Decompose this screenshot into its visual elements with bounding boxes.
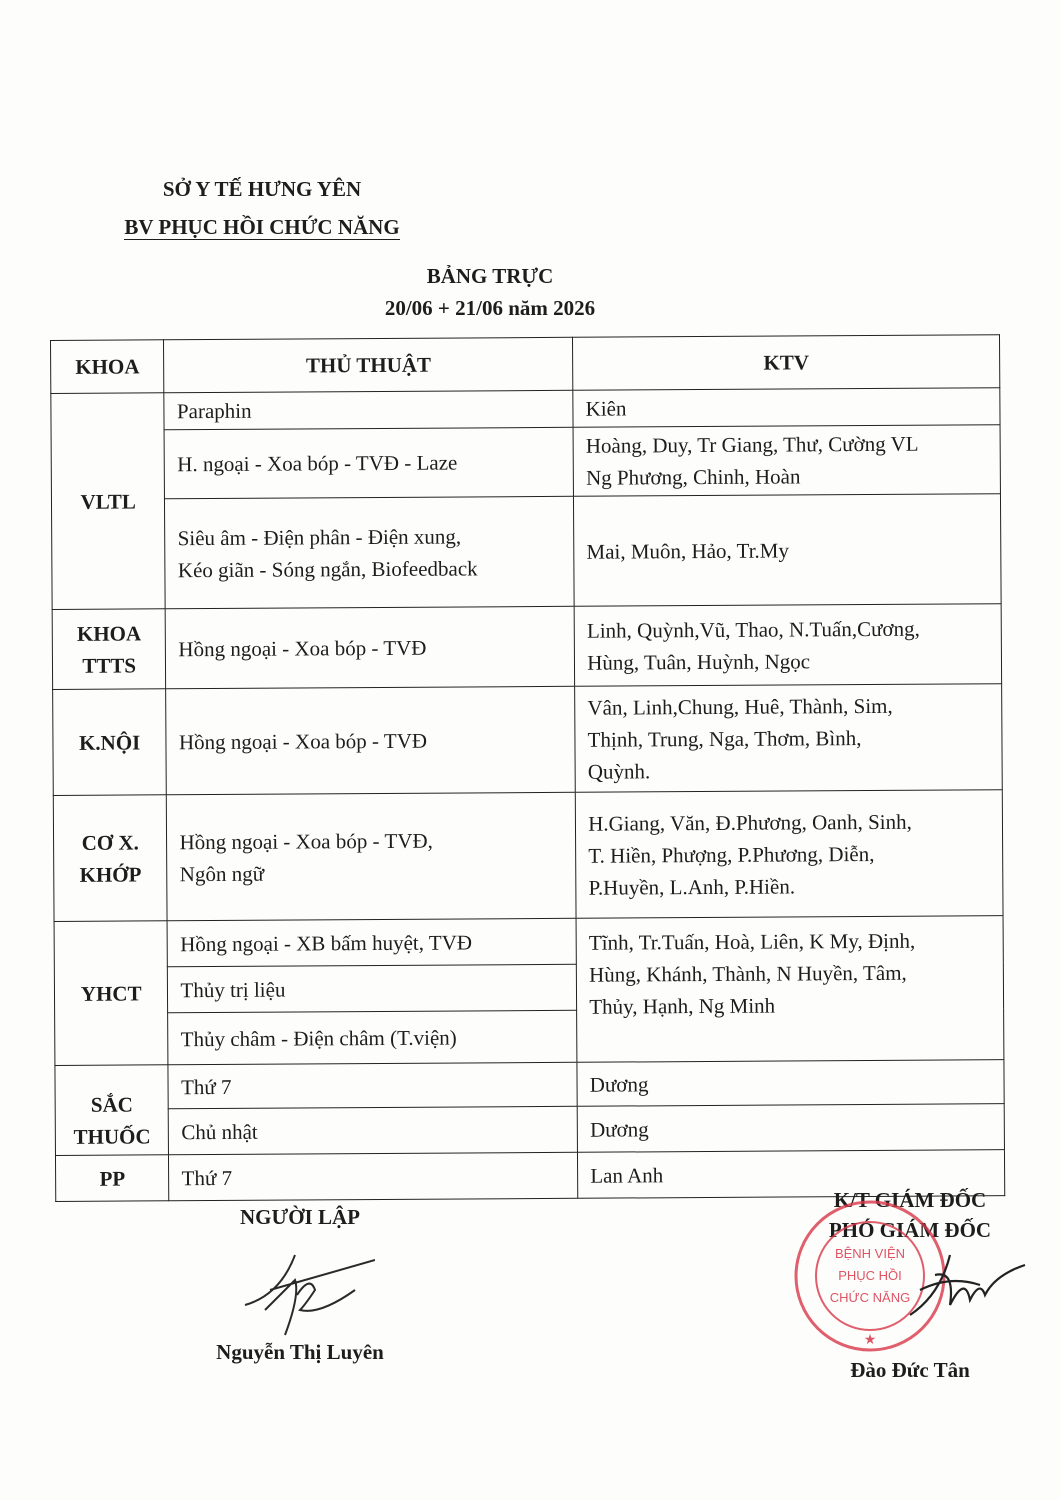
org-line-2: BV PHỤC HỒI CHỨC NĂNG (124, 215, 400, 239)
procedure-cell: Thủy trị liệu (168, 964, 577, 1012)
title-text: BẢNG TRỰC (426, 264, 554, 288)
staff-cell (573, 425, 1000, 497)
staff-line: Hùng, Tuân, Huỳnh, Ngọc (587, 648, 811, 675)
procedure-cell (165, 496, 574, 608)
procedure-line: Ngôn ngữ (179, 861, 265, 886)
khoa-ttts (52, 609, 166, 690)
staff-cell: Lan Anh (578, 1150, 1005, 1199)
stamp-text-2: PHỤC HỒI (838, 1268, 902, 1283)
table-row (51, 425, 1000, 500)
staff-line: Linh, Quỳnh,Vũ, Thao, N.Tuấn,Cương, (586, 616, 920, 643)
khoa-line: KHỚP (79, 861, 142, 887)
procedure-cell: Paraphin (164, 390, 573, 429)
khoa-line: TTTS (82, 652, 137, 678)
procedure-cell: Thủy châm - Điện châm (T.viện) (168, 1010, 577, 1064)
staff-line: Tĩnh, Tr.Tuấn, Hoà, Liên, K My, Định, (588, 928, 916, 955)
table-row (53, 790, 1003, 922)
stamp-text-1: BỆNH VIỆN (834, 1246, 906, 1261)
procedure-cell (167, 792, 576, 920)
procedure-line: Kéo giãn - Sóng ngắn, Biofeedback (177, 555, 478, 582)
table-row (51, 388, 1000, 431)
procedure-line: Siêu âm - Điện phân - Điện xung, (177, 523, 462, 550)
document-title (300, 260, 680, 324)
procedure-cell: Thứ 7 (169, 1152, 578, 1200)
staff-line: T. Hiền, Phượng, P.Phương, Diễn, (588, 841, 875, 868)
staff-cell: Mai, Muôn, Hảo, Tr.My (574, 494, 1001, 607)
table-header-row (51, 335, 1000, 394)
organization-header (92, 170, 432, 246)
khoa-line: CƠ X. (81, 829, 139, 855)
table-row (52, 604, 1001, 690)
handwritten-signature-right (880, 1245, 1030, 1325)
staff-line: Hoàng, Duy, Tr Giang, Thư, Cường VL (585, 431, 919, 458)
staff-cell (575, 684, 1002, 793)
table-row (54, 916, 1003, 968)
staff-cell (574, 604, 1001, 687)
procedure-cell: Hồng ngoại - XB bấm huyệt, TVĐ (168, 918, 577, 966)
khoa-yhct: YHCT (54, 921, 168, 1066)
procedure-line: Hồng ngoại - Xoa bóp - TVĐ, (179, 828, 433, 854)
khoa-sac-thuoc (55, 1065, 169, 1156)
staff-line: Vân, Linh,Chung, Huê, Thành, Sim, (587, 693, 893, 720)
staff-line: Ng Phương, Chinh, Hoàn (585, 464, 801, 490)
staff-cell (575, 790, 1003, 919)
org-line-1: SỞ Y TẾ HƯNG YÊN (162, 177, 362, 201)
staff-line: H.Giang, Văn, Đ.Phương, Oanh, Sinh, (588, 809, 912, 836)
staff-line: Thịnh, Trung, Nga, Thơm, Bình, (587, 725, 862, 752)
stamp-text-3: CHỨC NĂNG (829, 1290, 911, 1305)
staff-line: Thủy, Hạnh, Ng Minh (589, 993, 776, 1019)
preparer-title: NGƯỜI LẬP (240, 1205, 360, 1229)
procedure-cell: Hồng ngoại - Xoa bóp - TVĐ (166, 606, 575, 688)
khoa-noi: K.NỘI (53, 689, 167, 796)
khoa-vltl: VLTL (51, 393, 166, 610)
table-row (53, 684, 1003, 796)
header-thu-thuat: THỦ THUẬT (164, 337, 573, 392)
staff-cell: Dương (577, 1104, 1004, 1153)
staff-cell: Dương (577, 1060, 1004, 1107)
procedure-cell: Thứ 7 (168, 1062, 577, 1108)
staff-line: Quỳnh. (587, 758, 651, 784)
preparer-name: Nguyễn Thị Luyên (216, 1340, 384, 1364)
khoa-pp: PP (55, 1155, 169, 1202)
table-row (55, 1060, 1004, 1110)
header-khoa: KHOA (51, 340, 165, 394)
khoa-co-xuong-khop (53, 795, 167, 922)
date-range: 20/06 + 21/06 năm 2026 (384, 296, 596, 320)
header-ktv: KTV (573, 335, 1000, 391)
procedure-cell: Chủ nhật (169, 1106, 578, 1154)
duty-table (50, 334, 1005, 1202)
staff-cell (576, 916, 1004, 1063)
table-row (51, 494, 1001, 610)
khoa-line: SẮC (90, 1092, 133, 1117)
procedure-cell: Hồng ngoại - Xoa bóp - TVĐ (166, 686, 575, 794)
director-title-2: PHÓ GIÁM ĐỐC (828, 1218, 992, 1242)
director-title-1: K/T GIÁM ĐỐC (833, 1188, 987, 1212)
staff-cell: Kiên (573, 388, 1000, 428)
director-name: Đào Đức Tân (850, 1358, 970, 1382)
handwritten-signature-left (225, 1235, 375, 1345)
table-row (55, 1104, 1004, 1156)
khoa-line: KHOA (76, 620, 142, 646)
staff-line: Hùng, Khánh, Thành, N Huyền, Tâm, (589, 960, 907, 987)
stamp-star-icon: ★ (863, 1333, 877, 1348)
procedure-cell: H. ngoại - Xoa bóp - TVĐ - Laze (165, 427, 574, 498)
staff-line: P.Huyền, L.Anh, P.Hiền. (588, 873, 796, 900)
khoa-line: THUỐC (73, 1124, 151, 1149)
